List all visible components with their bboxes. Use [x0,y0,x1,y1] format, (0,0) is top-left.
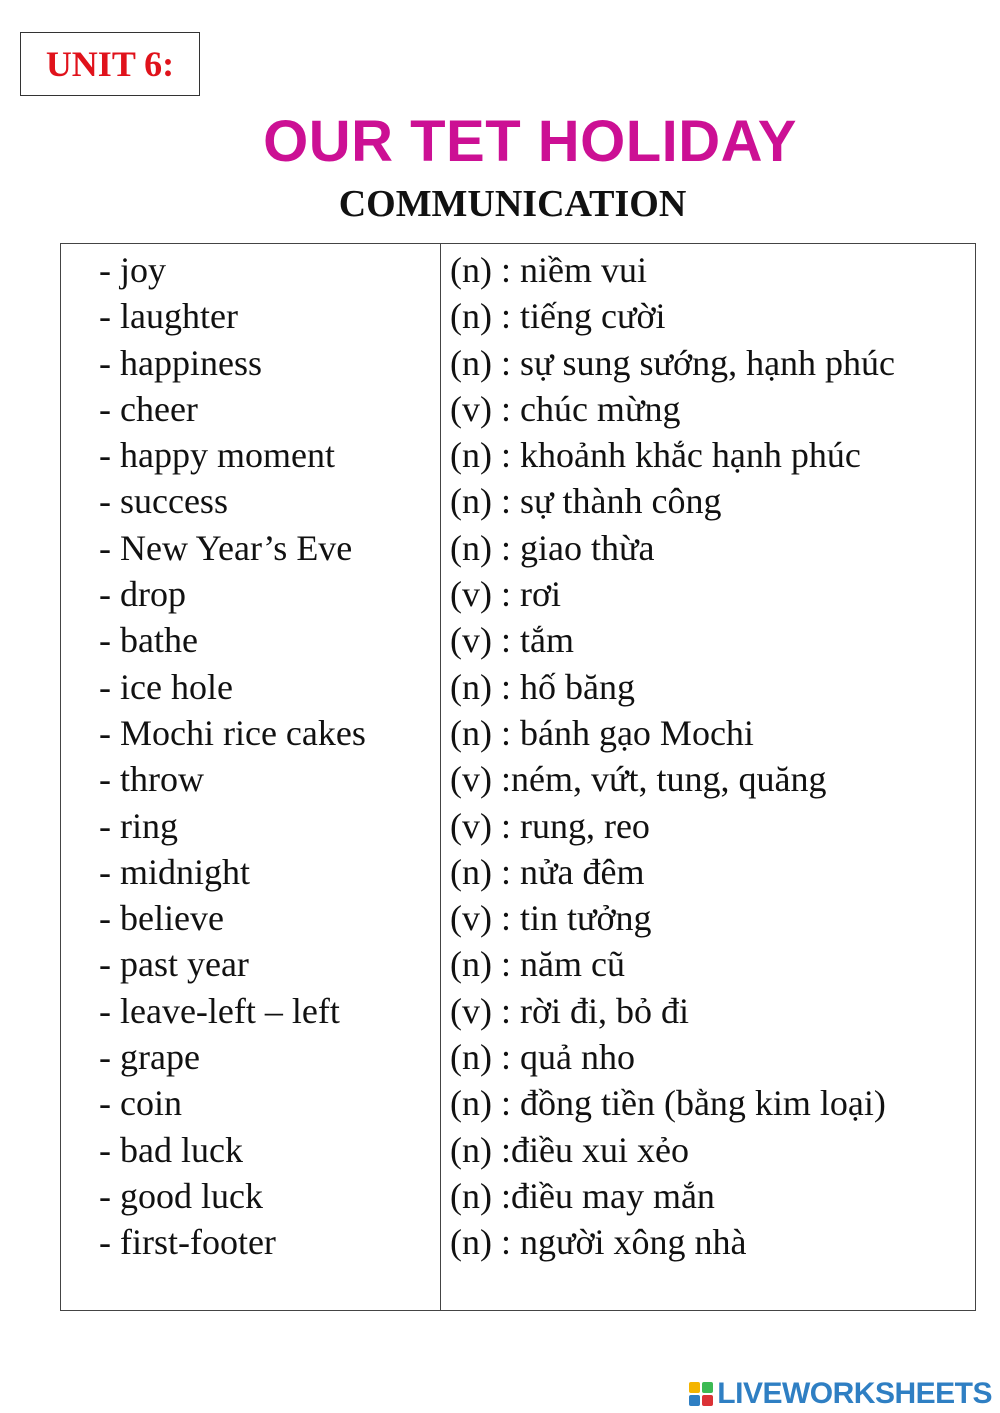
vocab-meaning: (v) : rời đi, bỏ đi [450,990,690,1031]
vocab-term: - bathe [99,620,198,661]
page-subtitle: COMMUNICATION [338,183,687,225]
table-row [61,432,975,478]
vocab-term: - grape [99,1037,200,1078]
vocab-term: - Mochi rice cakes [99,712,366,753]
vocab-meaning: (n) : đồng tiền (bằng kim loại) [450,1083,886,1124]
table-row [61,941,975,987]
table-row [61,803,975,849]
table-row [61,247,975,293]
table-row [61,571,975,617]
vocab-meaning: (v) : rơi [450,574,562,615]
vocab-term: - bad luck [99,1129,243,1170]
vocab-term: - coin [99,1083,182,1124]
vocab-term: - joy [99,250,166,290]
vocab-meaning: (n) : sự sung sướng, hạnh phúc [450,342,896,383]
table-row [61,664,975,710]
vocab-meaning: (n) : niềm vui [450,250,647,290]
table-row [61,1127,975,1173]
vocab-meaning: (n) : giao thừa [450,527,655,568]
table-row [61,525,975,571]
vocab-term: - laughter [99,296,238,337]
watermark [689,1377,992,1411]
page-title: OUR TET HOLIDAY [263,109,797,174]
vocab-meaning: (n) :điều xui xẻo [450,1129,689,1170]
vocab-term: - midnight [99,851,250,892]
table-row [61,1219,975,1265]
vocab-meaning: (v) : chúc mừng [450,388,681,429]
vocab-term: - throw [99,759,204,800]
table-row [61,293,975,339]
liveworksheets-logo-icon [689,1382,713,1406]
vocabulary-rows [61,247,975,1266]
vocab-meaning: (v) : tin tưởng [450,898,652,939]
vocab-meaning: (n) : hố băng [450,666,635,707]
vocab-term: - good luck [99,1175,263,1216]
vocab-term: - leave-left – left [99,990,340,1031]
vocab-meaning: (v) :ném, vứt, tung, quăng [450,759,827,800]
vocab-term: - success [99,481,228,522]
vocab-term: - drop [99,574,186,615]
vocab-meaning: (n) : sự thành công [450,481,722,522]
vocab-meaning: (v) : tắm [450,620,574,661]
vocab-term: - cheer [99,388,198,429]
unit-label-box [20,32,200,96]
unit-label: UNIT 6: [45,44,175,84]
watermark-text: LIVEWORKSHEETS [717,1377,992,1410]
table-row [61,340,975,386]
vocab-meaning: (n) : tiếng cười [450,296,666,337]
vocabulary-table [60,243,976,1311]
table-row [61,386,975,432]
vocab-term: - first-footer [99,1222,276,1263]
table-row [61,710,975,756]
vocab-term: - past year [99,944,249,985]
vocab-meaning: (n) : bánh gạo Mochi [450,712,754,753]
vocab-meaning: (n) : người xông nhà [450,1222,747,1263]
vocab-term: - believe [99,898,224,939]
vocab-meaning: (n) : khoảnh khắc hạnh phúc [450,435,861,476]
table-row [61,617,975,663]
vocab-meaning: (n) : năm cũ [450,944,625,985]
table-row [61,849,975,895]
table-row [61,478,975,524]
vocab-term: - New Year’s Eve [99,527,353,568]
vocab-meaning: (n) : nửa đêm [450,851,645,892]
vocab-meaning: (n) :điều may mắn [450,1175,715,1216]
table-row [61,1034,975,1080]
vocab-term: - ring [99,805,178,846]
table-row [61,895,975,941]
vocab-term: - ice hole [99,666,233,707]
table-row [61,756,975,802]
table-row [61,1173,975,1219]
table-row [61,1080,975,1126]
vocab-term: - happy moment [99,435,335,476]
vocab-meaning: (v) : rung, reo [450,805,650,846]
vocab-meaning: (n) : quả nho [450,1037,635,1078]
vocab-term: - happiness [99,342,262,383]
table-row [61,988,975,1034]
